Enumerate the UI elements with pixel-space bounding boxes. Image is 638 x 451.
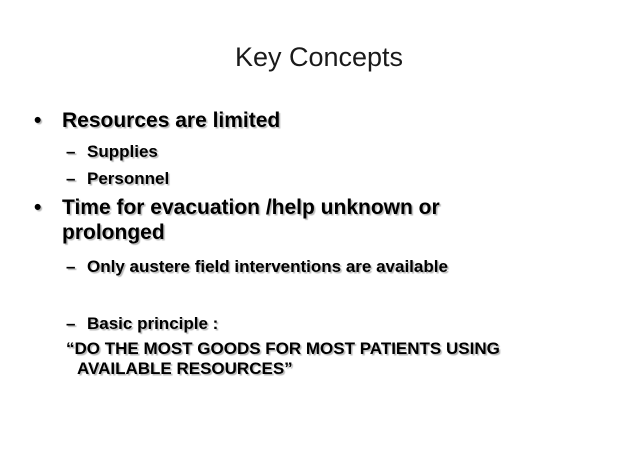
- sub-bullet-personnel: Personnel: [87, 169, 170, 188]
- quote-line-1: “DO THE MOST GOODS FOR MOST PATIENTS USING: [66, 339, 500, 358]
- slide-title: Key Concepts: [234, 42, 404, 72]
- bullet-resources: Resources are limited: [62, 109, 281, 132]
- sub-bullet-austere: Only austere field interventions are available: [87, 257, 448, 276]
- bullet-icon: •: [34, 109, 42, 132]
- dash-icon: –: [66, 257, 76, 276]
- dash-icon: –: [66, 314, 76, 333]
- bullet-icon: •: [34, 196, 42, 219]
- dash-icon: –: [66, 169, 76, 188]
- bullet-time-line1: Time for evacuation /help unknown or: [62, 196, 440, 219]
- dash-icon: –: [66, 142, 76, 161]
- bullet-time-line2: prolonged: [62, 221, 165, 244]
- sub-bullet-basic-principle: Basic principle :: [87, 314, 219, 333]
- quote-line-2: AVAILABLE RESOURCES”: [77, 359, 293, 378]
- sub-bullet-supplies: Supplies: [87, 142, 158, 161]
